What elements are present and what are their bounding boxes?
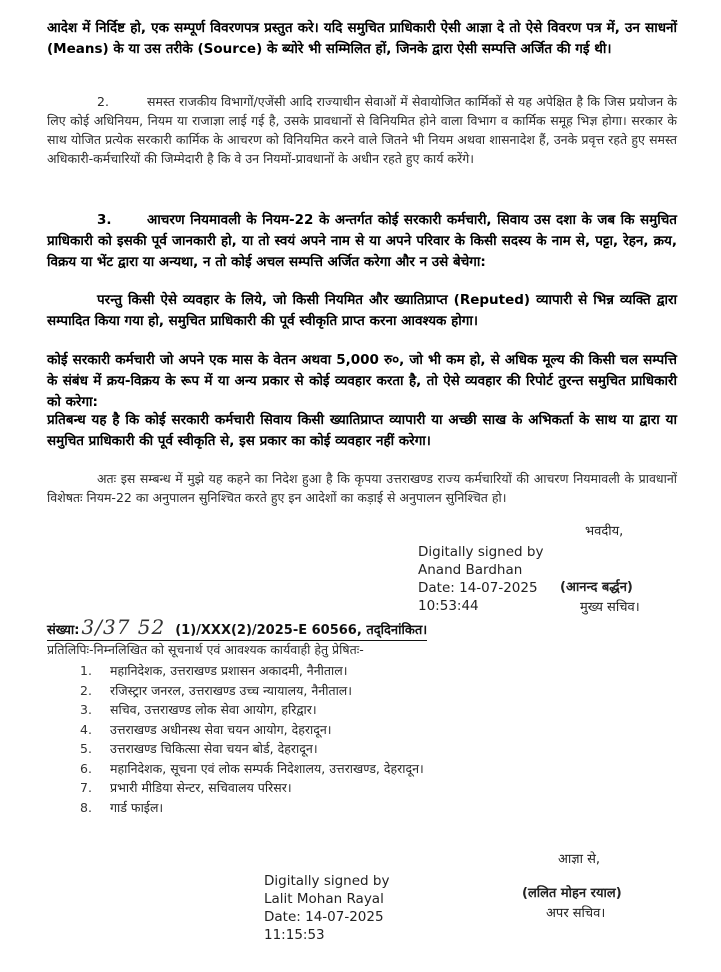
intro-paragraph: आदेश में निर्दिष्ट हो, एक सम्पूर्ण विवरणपत्र प्रस्तुत करे। यदि समुचित प्राधिकारी ऐसी आज्ञा दे तो ऐसे विवरण पत्र में, उन साधनों (Means) के या उस तरीके (Source) के ब्योरे भी सम्मिलित हों, जिनके द्वारा ऐसी सम्पत्ति अर्जित की गई थी।: [47, 20, 677, 57]
list-item: 3. सचिव, उत्तराखण्ड लोक सेवा आयोग, हरिद्वार।: [80, 702, 317, 717]
copy-intro: प्रतिलिपिः-निम्नलिखित को सूचनार्थ एवं आवश्यक कार्यवाही हेतु प्रेषितः-: [47, 642, 364, 657]
signatory-2-designation: अपर सचिव।: [546, 906, 606, 921]
list-item: 7. प्रभारी मीडिया सेन्टर, सचिवालय परिसर।: [80, 780, 292, 795]
reference-label: संख्या:: [47, 623, 80, 638]
paragraph-2-text: समस्त राजकीय विभागों/एजेंसी आदि राज्याधीन सेवाओं में सेवायोजित कार्मिकों से यह अपेक्षित है कि जिस प्रयोजन के लिए कोई अधिनियम, नियम या राजाज्ञा लाई गई है, उसके प्रावधानों से विनियमित होने वाला विभाग व कार्मिक समूह भिज्ञ होगा। सरकार के साथ योजित प्रत्येक सरकारी कार्मिक के आचरण को विनियमित करने वाले जितने भी नियम अथवा शासनादेश हैं, उनके प्रवृत्त रहते हुए समस्त अधिकारी-कर्मचारियों की जिम्मेदारी है कि वे उन नियमों-प्रावधानों के अधीन रहते हुए कार्य करेंगे।: [47, 94, 677, 166]
paragraph-2-number: 2.: [97, 94, 109, 109]
list-item: 6. महानिदेशक, सूचना एवं लोक सम्पर्क निदेशालय, उत्तराखण्ड, देहरादून।: [80, 760, 424, 776]
digital-signature-1: Digitally signed by Anand Bardhan Date: 14-07-2025 10:53:44: [418, 544, 544, 614]
movable-property-paragraph: कोई सरकारी कर्मचारी जो अपने एक मास के वेतन अथवा 5,000 रु०, जो भी कम हो, से अधिक मूल्य की किसी चल सम्पत्ति के संबंध में क्रय-विक्रय के रूप में या अन्य प्रकार से कोई व्यवहार करता है, तो ऐसे व्यवहार की रिपोर्ट तुरन्त समुचित प्राधिकारी को करेगा:: [47, 352, 677, 410]
signatory-1-designation: मुख्य सचिव।: [580, 600, 640, 615]
direction-paragraph: अतः इस सम्बन्ध में मुझे यह कहने का निदेश हुआ है कि कृपया उत्तराखण्ड राज्य कर्मचारियों की आचरण नियमावली के प्रावधानों विशेषतः नियम-22 का अनुपालन सुनिश्चित करते हुए इन आदेशों का कड़ाई से अनुपालन सुनिश्चित हो।: [47, 471, 677, 505]
list-item: 8. गार्ड फाईल।: [80, 799, 164, 815]
signatory-2-name: (ललित मोहन रयाल): [522, 886, 622, 901]
list-item: 1. महानिदेशक, उत्तराखण्ड प्रशासन अकादमी, नैनीताल।: [80, 663, 348, 678]
recipient-list: [80, 661, 424, 817]
digital-signature-2: Digitally signed by Lalit Mohan Rayal Date: 14-07-2025 11:15:53: [264, 873, 390, 943]
by-order: आज्ञा से,: [558, 852, 601, 867]
list-item: 2. रजिस्ट्रार जनरल, उत्तराखण्ड उच्च न्यायालय, नैनीताल।: [80, 682, 353, 698]
reference-number: [47, 615, 427, 641]
paragraph-3: [47, 210, 677, 273]
paragraph-3-number: 3.: [97, 212, 112, 228]
paragraph-2: [47, 92, 677, 168]
list-item: 4. उत्तराखण्ड अधीनस्थ सेवा चयन आयोग, देहरादून।: [80, 721, 332, 737]
reference-rest: (1)/XXX(2)/2025-E 60566, तद्‌दिनांकित।: [175, 623, 428, 638]
list-item: 5. उत्तराखण्ड चिकित्सा सेवा चयन बोर्ड, देहरादून।: [80, 741, 318, 756]
signatory-1-name: (आनन्द बर्द्धन): [560, 580, 633, 595]
closing-salutation: भवदीय,: [585, 524, 624, 539]
proviso-paragraph: प्रतिबन्ध यह है कि कोई सरकारी कर्मचारी सिवाय किसी ख्यातिप्राप्त व्यापारी या अच्छी साख के अभिकर्ता के साथ या द्वारा या समुचित प्राधिकारी की पूर्व स्वीकृति से, इस प्रकार का कोई व्यवहार नहीं करेगा।: [47, 412, 677, 449]
paragraph-3-text: आचरण नियमावली के नियम-22 के अन्तर्गत कोई सरकारी कर्मचारी, सिवाय उस दशा के जब कि समुचित प्राधिकारी को इसकी पूर्व जानकारी हो, या तो स्वयं अपने नाम से या अपने परिवार के किसी सदस्य के नाम से, पट्टा, रेहन, क्रय, विक्रय या भेंट द्वारा या अन्यथा, न तो कोई अचल सम्पत्ति अर्जित करेगा और न उसे बेचेगा:: [47, 212, 677, 270]
paragraph-3-proviso: परन्तु किसी ऐसे व्यवहार के लिये, जो किसी नियमित और ख्यातिप्राप्त (Reputed) व्यापारी से भिन्न व्यक्ति द्वारा सम्पादित किया गया हो, समुचित प्राधिकारी की पूर्व स्वीकृति प्राप्त करना आवश्यक होगा।: [47, 292, 677, 329]
handwritten-number: 3/37 52: [81, 615, 166, 639]
